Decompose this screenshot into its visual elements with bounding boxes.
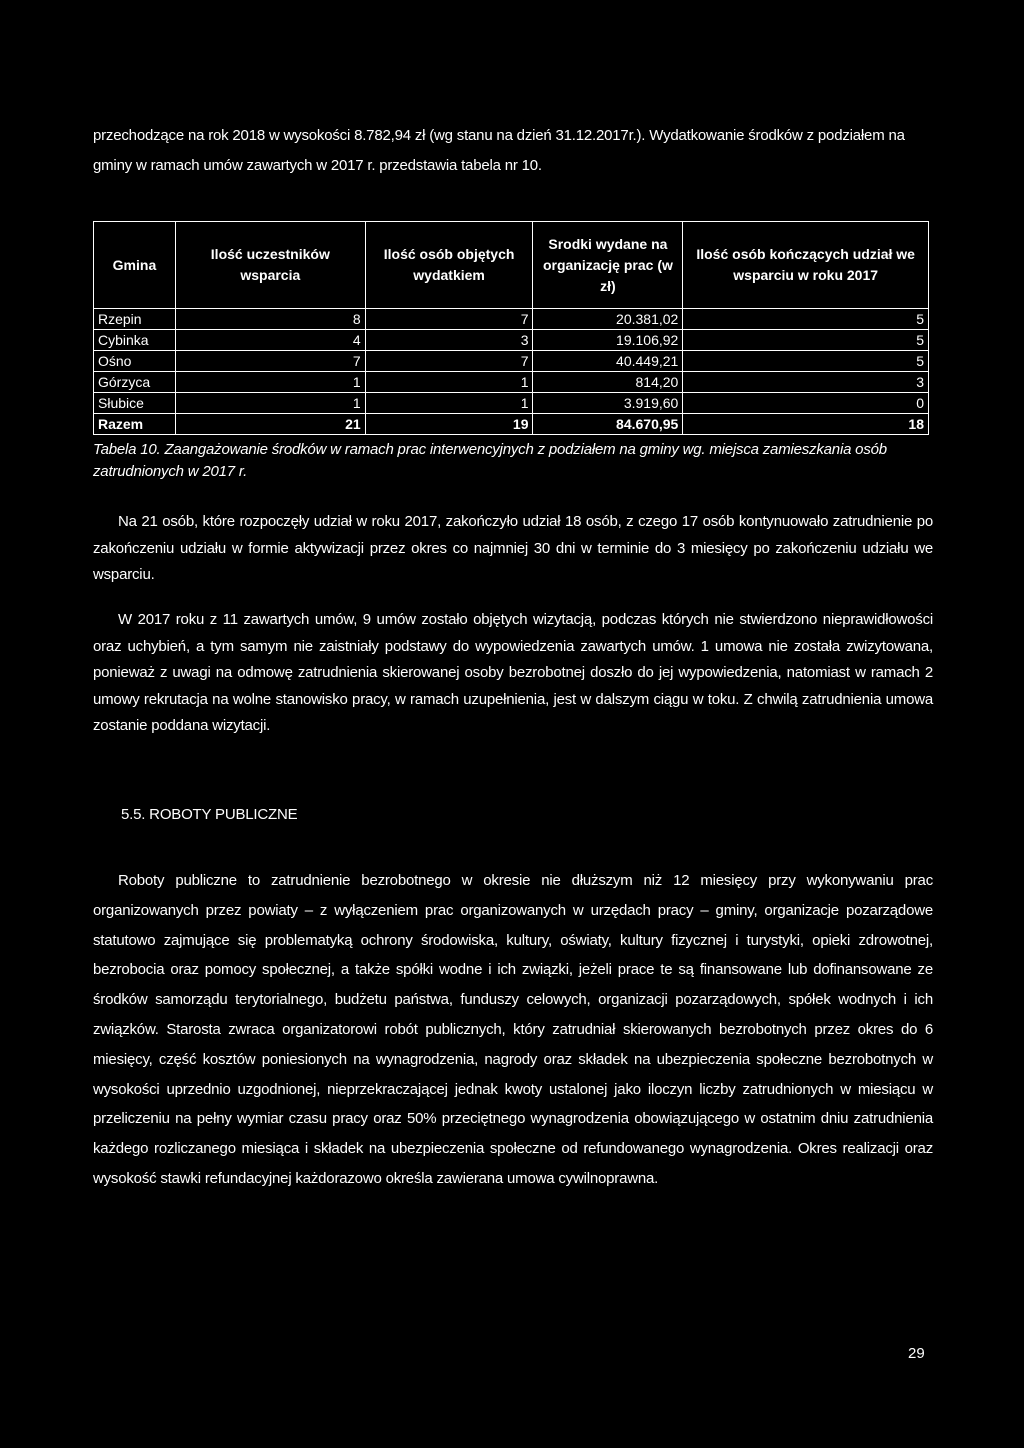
cell-gmina: Ośno xyxy=(94,351,176,372)
cell-gmina: Górzyca xyxy=(94,372,176,393)
cell-covered: 7 xyxy=(365,351,533,372)
cell-funds: 3.919,60 xyxy=(533,393,683,414)
cell-funds: 814,20 xyxy=(533,372,683,393)
cell-covered: 3 xyxy=(365,330,533,351)
table-row xyxy=(94,393,929,414)
header-completed: Ilość osób kończących udział we wsparciu w roku 2017 xyxy=(683,222,929,309)
table-total-row xyxy=(94,414,929,435)
table-row xyxy=(94,309,929,330)
table-row xyxy=(94,372,929,393)
total-completed: 18 xyxy=(683,414,929,435)
cell-completed: 5 xyxy=(683,351,929,372)
header-funds: Srodki wydane na organizację prac (w zł) xyxy=(533,222,683,309)
page-number: 29 xyxy=(908,1345,925,1362)
total-covered: 19 xyxy=(365,414,533,435)
paragraph-public-works xyxy=(93,866,933,1194)
header-participants: Ilość uczestników wsparcia xyxy=(175,222,365,309)
cell-participants: 7 xyxy=(175,351,365,372)
cell-participants: 1 xyxy=(175,372,365,393)
header-covered: Ilość osób objętych wydatkiem xyxy=(365,222,533,309)
cell-funds: 20.381,02 xyxy=(533,309,683,330)
cell-completed: 0 xyxy=(683,393,929,414)
table-caption: Tabela 10. Zaangażowanie środków w ramach prac interwencyjnych z podziałem na gminy wg. miejsca zamieszkania osób zatrudnionych w 2017 r. xyxy=(93,441,887,480)
total-funds: 84.670,95 xyxy=(533,414,683,435)
paragraph-text: Na 21 osób, które rozpoczęły udział w roku 2017, zakończyło udział 18 osób, z czego 17 osób kontynuowało zatrudnienie po zakończeniu udziału w formie aktywizacji przez okres co najmniej 30 dni w terminie do 3 miesięcy po zakończeniu udziału we wsparciu. xyxy=(93,513,933,583)
paragraph-text: Roboty publiczne to zatrudnienie bezrobotnego w okresie nie dłuższym niż 12 miesięcy przy wykonywaniu prac organizowanych przez powiaty – z wyłączeniem prac organizowanych w urzędach pracy – gminy, organizacje pozarządowe statutowo zajmujące się problematyką ochrony środowiska, kultury, oświaty, kultury fizycznej i turystyki, opieki zdrowotnej, bezrobocia oraz pomocy społecznej, a także spółki wodne i ich związki, jeżeli prace te są finansowane lub dofinansowane ze środków samorządu terytorialnego, budżetu państwa, funduszy celowych, organizacji pozarządowych, spółek wodnych i ich związków. Starosta zwraca organizatorowi robót publicznych, który zatrudniał skierowanych bezrobotnych przez okres do 6 miesięcy, część kosztów poniesionych na wynagrodzenia, nagrody oraz składek na ubezpieczenia społeczne bezrobotnych w wysokości uprzednio uzgodnionej, nieprzekraczającej jednak kwoty ustalonej jako iloczyn liczby zatrudnionych w miesiącu w przeliczeniu na pełny wymiar czasu pracy oraz 50% przeciętnego wynagrodzenia obowiązującego w ostatnim dniu zatrudnienia każdego rozliczanego miesiąca i składek na ubezpieczenia społeczne od refundowanego wynagrodzenia. Okres realizacji oraz wysokość stawki refundacyjnej każdorazowo określa zawierana umowa cywilnoprawna. xyxy=(93,872,933,1187)
cell-covered: 7 xyxy=(365,309,533,330)
cell-completed: 5 xyxy=(683,309,929,330)
cell-participants: 8 xyxy=(175,309,365,330)
cell-completed: 3 xyxy=(683,372,929,393)
cell-gmina: Rzepin xyxy=(94,309,176,330)
cell-covered: 1 xyxy=(365,372,533,393)
table-header-row xyxy=(94,222,929,309)
intro-paragraph xyxy=(93,121,933,181)
cell-gmina: Cybinka xyxy=(94,330,176,351)
cell-completed: 5 xyxy=(683,330,929,351)
cell-funds: 19.106,92 xyxy=(533,330,683,351)
total-participants: 21 xyxy=(175,414,365,435)
table-row xyxy=(94,330,929,351)
cell-participants: 4 xyxy=(175,330,365,351)
cell-funds: 40.449,21 xyxy=(533,351,683,372)
cell-gmina: Słubice xyxy=(94,393,176,414)
cell-participants: 1 xyxy=(175,393,365,414)
expenditure-table xyxy=(93,221,929,435)
intro-text: przechodzące na rok 2018 w wysokości 8.782,94 zł (wg stanu na dzień 31.12.2017r.). Wydatkowanie środków z podziałem na gminy w ramach umów zawartych w 2017 r. przedstawia tabela nr 10. xyxy=(93,127,905,174)
table-row xyxy=(94,351,929,372)
paragraph-visitations xyxy=(93,607,933,740)
paragraph-participants xyxy=(93,509,933,589)
header-gmina: Gmina xyxy=(94,222,176,309)
paragraph-text: W 2017 roku z 11 zawartych umów, 9 umów zostało objętych wizytacją, podczas których nie stwierdzono nieprawidłowości oraz uchybień, a tym samym nie zaistniały podstawy do wypowiedzenia zawartych umów. 1 umowa nie została zwizytowana, ponieważ z uwagi na odmowę zatrudnienia skierowanej osoby bezrobotnej doszło do jej wypowiedzenia, natomiast w ramach 2 umowy rekrutacja na wolne stanowisko pracy, w ramach uzupełnienia, jest w dalszym ciągu w toku. Z chwilą zatrudnienia umowa zostanie poddana wizytacji. xyxy=(93,611,933,734)
cell-covered: 1 xyxy=(365,393,533,414)
section-heading: 5.5. ROBOTY PUBLICZNE xyxy=(121,806,298,823)
total-label: Razem xyxy=(94,414,176,435)
